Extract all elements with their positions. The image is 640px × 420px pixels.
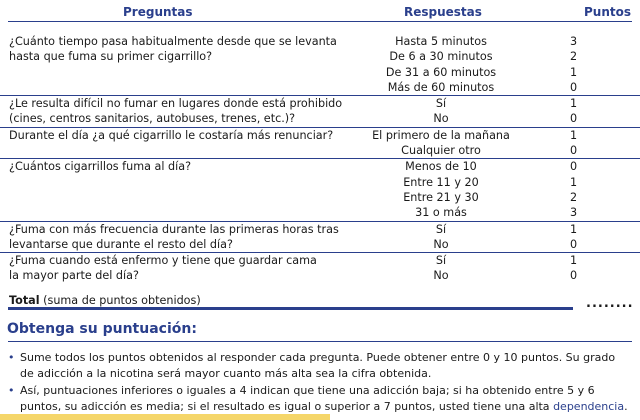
answer-cell: No — [433, 269, 449, 283]
table-row — [0, 159, 640, 175]
score-divider — [8, 341, 632, 342]
question-cell: la mayor parte del día? — [9, 269, 139, 283]
table-row — [0, 221, 640, 237]
total-title: Total — [9, 294, 40, 307]
table-row — [0, 268, 640, 283]
table-row — [0, 127, 640, 143]
table-row — [0, 65, 640, 80]
question-cell: ¿Cuánto tiempo pasa habitualmente desde que se levanta — [9, 35, 337, 48]
bullet-2-text: Así, puntuaciones inferiores o iguales a 4 indican que tiene una adicción baja; si ha obtenido entre 5 y 6 puntos, su adicción es media; si el resultado es igual o superior a 7 puntos, usted tiene una alta — [20, 384, 595, 413]
question-cell: levantarse que durante el resto del día? — [9, 237, 233, 251]
answer-cell: Cualquier otro — [401, 144, 481, 158]
points-cell: 0 — [569, 237, 578, 251]
total-divider — [8, 307, 573, 310]
points-cell: 0 — [569, 112, 578, 126]
points-cell: 2 — [569, 190, 578, 204]
table-row — [0, 49, 640, 64]
table-row — [0, 96, 640, 112]
table-header — [0, 0, 640, 22]
points-cell: 0 — [521, 159, 640, 175]
table-row — [0, 143, 640, 159]
points-cell: 1 — [569, 175, 578, 189]
answer-cell: Menos de 10 — [361, 159, 521, 175]
question-cell: ¿Fuma con más frecuencia durante las primeras horas tras — [0, 221, 361, 237]
answer-cell: De 6 a 30 minutos — [389, 50, 493, 64]
bullet-2-end: . — [624, 399, 628, 413]
points-cell: 0 — [569, 80, 578, 94]
question-cell: Durante el día ¿a qué cigarrillo le costaría más renunciar? — [0, 127, 361, 143]
footer-bar — [0, 414, 330, 420]
points-cell: 1 — [521, 127, 640, 143]
points-cell: 3 — [569, 35, 578, 48]
answer-cell: Más de 60 minutos — [387, 80, 495, 94]
header-divider — [8, 21, 632, 22]
answer-cell: 31 o más — [415, 206, 467, 220]
dependencia-link[interactable]: dependencia — [553, 399, 625, 413]
table-row — [0, 237, 640, 253]
answer-cell: Entre 11 y 20 — [403, 175, 479, 189]
total-dots: ........ — [586, 296, 634, 311]
instruction-bullet-2 — [6, 383, 631, 414]
question-cell — [0, 65, 361, 80]
question-cell — [0, 205, 361, 221]
points-cell: 1 — [521, 253, 640, 269]
points-cell: 1 — [569, 65, 578, 79]
points-cell: 1 — [521, 96, 640, 112]
points-cell: 0 — [569, 269, 578, 283]
instructions — [6, 350, 631, 416]
answer-cell: Sí — [361, 253, 521, 269]
points-cell: 1 — [521, 221, 640, 237]
table-row — [0, 111, 640, 127]
question-cell — [0, 175, 361, 190]
header-answers: Respuestas — [404, 5, 482, 19]
answer-cell: De 31 a 60 minutos — [385, 65, 497, 79]
table-row — [0, 34, 640, 49]
questionnaire-table — [0, 34, 640, 284]
answer-cell: Sí — [361, 221, 521, 237]
question-cell: ¿Fuma cuando está enfermo y tiene que guardar cama — [0, 253, 361, 269]
answer-cell: No — [433, 112, 449, 126]
answer-cell: Sí — [361, 96, 521, 112]
question-cell — [0, 190, 361, 205]
question-cell — [0, 80, 361, 96]
header-questions: Preguntas — [123, 5, 193, 19]
instruction-bullet-1: • Sume todos los puntos obtenidos al responder cada pregunta. Puede obtener entre 0 y 10 puntos. Su grado de adicción a la nicotina será mayor cuanto más alta sea la cifra obtenida. — [6, 350, 631, 381]
question-cell: hasta que fuma su primer cigarrillo? — [9, 50, 213, 64]
header-points: Puntos — [584, 5, 632, 19]
points-cell: 0 — [569, 144, 578, 158]
table-row — [0, 175, 640, 190]
question-cell — [0, 143, 361, 159]
table-row — [0, 80, 640, 96]
table-row — [0, 190, 640, 205]
points-cell: 3 — [569, 206, 578, 220]
table-row — [0, 205, 640, 221]
points-cell: 2 — [569, 50, 578, 64]
answer-cell: Hasta 5 minutos — [395, 35, 487, 48]
answer-cell: Entre 21 y 30 — [403, 190, 479, 204]
table-row — [0, 253, 640, 269]
score-title: Obtenga su puntuación: — [7, 321, 197, 337]
answer-cell: El primero de la mañana — [361, 127, 521, 143]
question-cell: ¿Le resulta difícil no fumar en lugares donde está prohibido — [0, 96, 361, 112]
total-note: (suma de puntos obtenidos) — [43, 294, 201, 307]
total-label — [9, 294, 201, 307]
question-cell: ¿Cuántos cigarrillos fuma al día? — [0, 159, 361, 175]
answer-cell: No — [433, 237, 449, 251]
question-cell: (cines, centros sanitarios, autobuses, trenes, etc.)? — [9, 112, 296, 126]
